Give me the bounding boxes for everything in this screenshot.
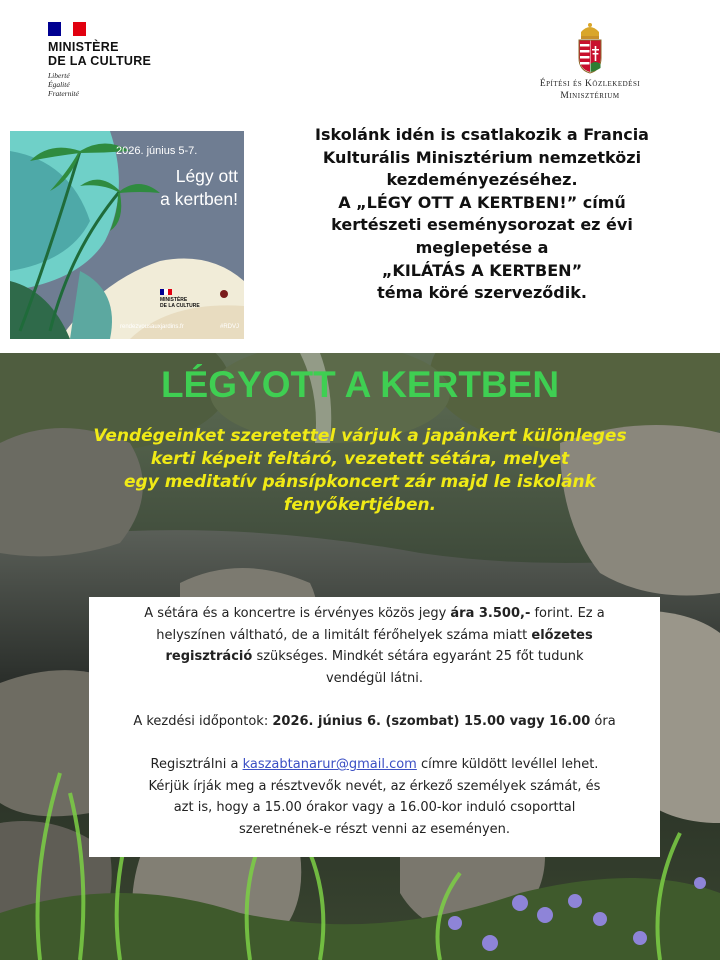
info-text: A sétára és a koncertre is érvényes közös jegy (144, 606, 451, 621)
info-line (97, 754, 652, 776)
invitation-line: egy meditatív pánsípkoncert zár majd le iskolánk (124, 472, 596, 492)
poster-title-line: a kertben! (160, 189, 238, 209)
info-line (97, 668, 652, 690)
intro-line: „KILÁTÁS A KERTBEN” (381, 260, 583, 280)
intro-line: Kulturális Minisztérium nemzetközi (322, 147, 642, 167)
info-text: helyszínen váltható, de a limitált férőhelyek száma miatt (156, 627, 532, 643)
intro-text (262, 124, 702, 305)
hungarian-coat-of-arms-icon (575, 22, 605, 74)
info-text: azt is, hogy a 15.00 órakor vagy a 16.00-kor induló csoporttal (173, 800, 576, 816)
info-text: óra (590, 713, 616, 729)
poster-ministry-label (160, 297, 200, 309)
motto-line: Liberté (48, 71, 70, 80)
info-line (97, 603, 652, 625)
intro-line: A „LÉGY OTT A KERTBEN!” című (338, 192, 626, 212)
poster-ministry-line: MINISTÈRE (160, 297, 188, 303)
info-text: Regisztrálni a (150, 757, 243, 773)
invitation-text (30, 425, 690, 517)
info-line (97, 797, 652, 819)
ministere-culture-logo (48, 22, 188, 106)
french-flag-icon (48, 22, 86, 36)
epitesi-kozlekedesi-ministry-logo (520, 22, 660, 106)
intro-line: téma köré szerveződik. (377, 283, 587, 303)
intro-line: meglepetése a (415, 237, 549, 257)
info-box (89, 597, 660, 857)
info-bold: előzetes (531, 627, 593, 643)
info-text: vendégül látni. (325, 670, 424, 686)
info-text: Kérjük írják meg a résztvevők nevét, az érkező személyek számát, és (148, 778, 601, 794)
info-bold: regisztráció (165, 649, 253, 665)
logo-line: MINISTÈRE (48, 40, 119, 54)
poster-ministry-line: DE LA CULTURE (160, 303, 200, 309)
info-text: címre küldött levéllel lehet. (416, 757, 599, 773)
info-text: szeretnének-e részt venni az eseményen. (238, 821, 511, 837)
poster-url: rendezvousauxjardins.fr (120, 324, 184, 330)
ticket-price: ára 3.500,- (450, 606, 531, 621)
event-poster-image (10, 131, 244, 339)
info-text: szükséges. Mindkét sétára egyaránt 25 főt tudunk (252, 649, 584, 665)
poster-hashtag: #RDVJ (220, 324, 240, 330)
intro-line: kertészeti eseménysorozat ez évi (331, 215, 633, 235)
intro-line: kezdeményezéséhez. (386, 170, 578, 190)
info-line (97, 819, 652, 841)
section-title: LÉGYOTT A KERTBEN (160, 364, 560, 405)
poster-illustration (10, 131, 244, 339)
start-times-line (97, 711, 652, 733)
info-text: forint. Ez a (530, 606, 605, 621)
email-link[interactable]: kaszabtanarur@gmail.com (242, 757, 417, 773)
info-line (97, 625, 652, 647)
invitation-line: fenyőkertjében. (283, 495, 437, 515)
start-times: 2026. június 6. (szombat) 15.00 vagy 16.00 (272, 713, 591, 729)
logo-line: Minisztérium (560, 91, 620, 101)
logo-line: Építési és Közlekedési (539, 79, 641, 89)
poster-title (126, 165, 238, 211)
intro-line: Iskolánk idén is csatlakozik a Francia (315, 125, 649, 144)
japanese-garden-photo (0, 353, 720, 960)
invitation-line: Vendégeinket szeretettel várjuk a japánkert különleges (93, 426, 627, 446)
info-text: A kezdési időpontok: (133, 713, 273, 729)
poster-date: 2026. június 5-7. (116, 145, 198, 157)
motto-line: Fraternité (48, 89, 79, 98)
motto-line: Égalité (48, 80, 70, 89)
info-line (97, 646, 652, 668)
info-line (97, 776, 652, 798)
poster-title-line: Légy ott (175, 166, 238, 186)
invitation-line: kerti képeit feltáró, vezetett sétára, melyet (150, 449, 570, 469)
logo-line: DE LA CULTURE (48, 54, 152, 68)
